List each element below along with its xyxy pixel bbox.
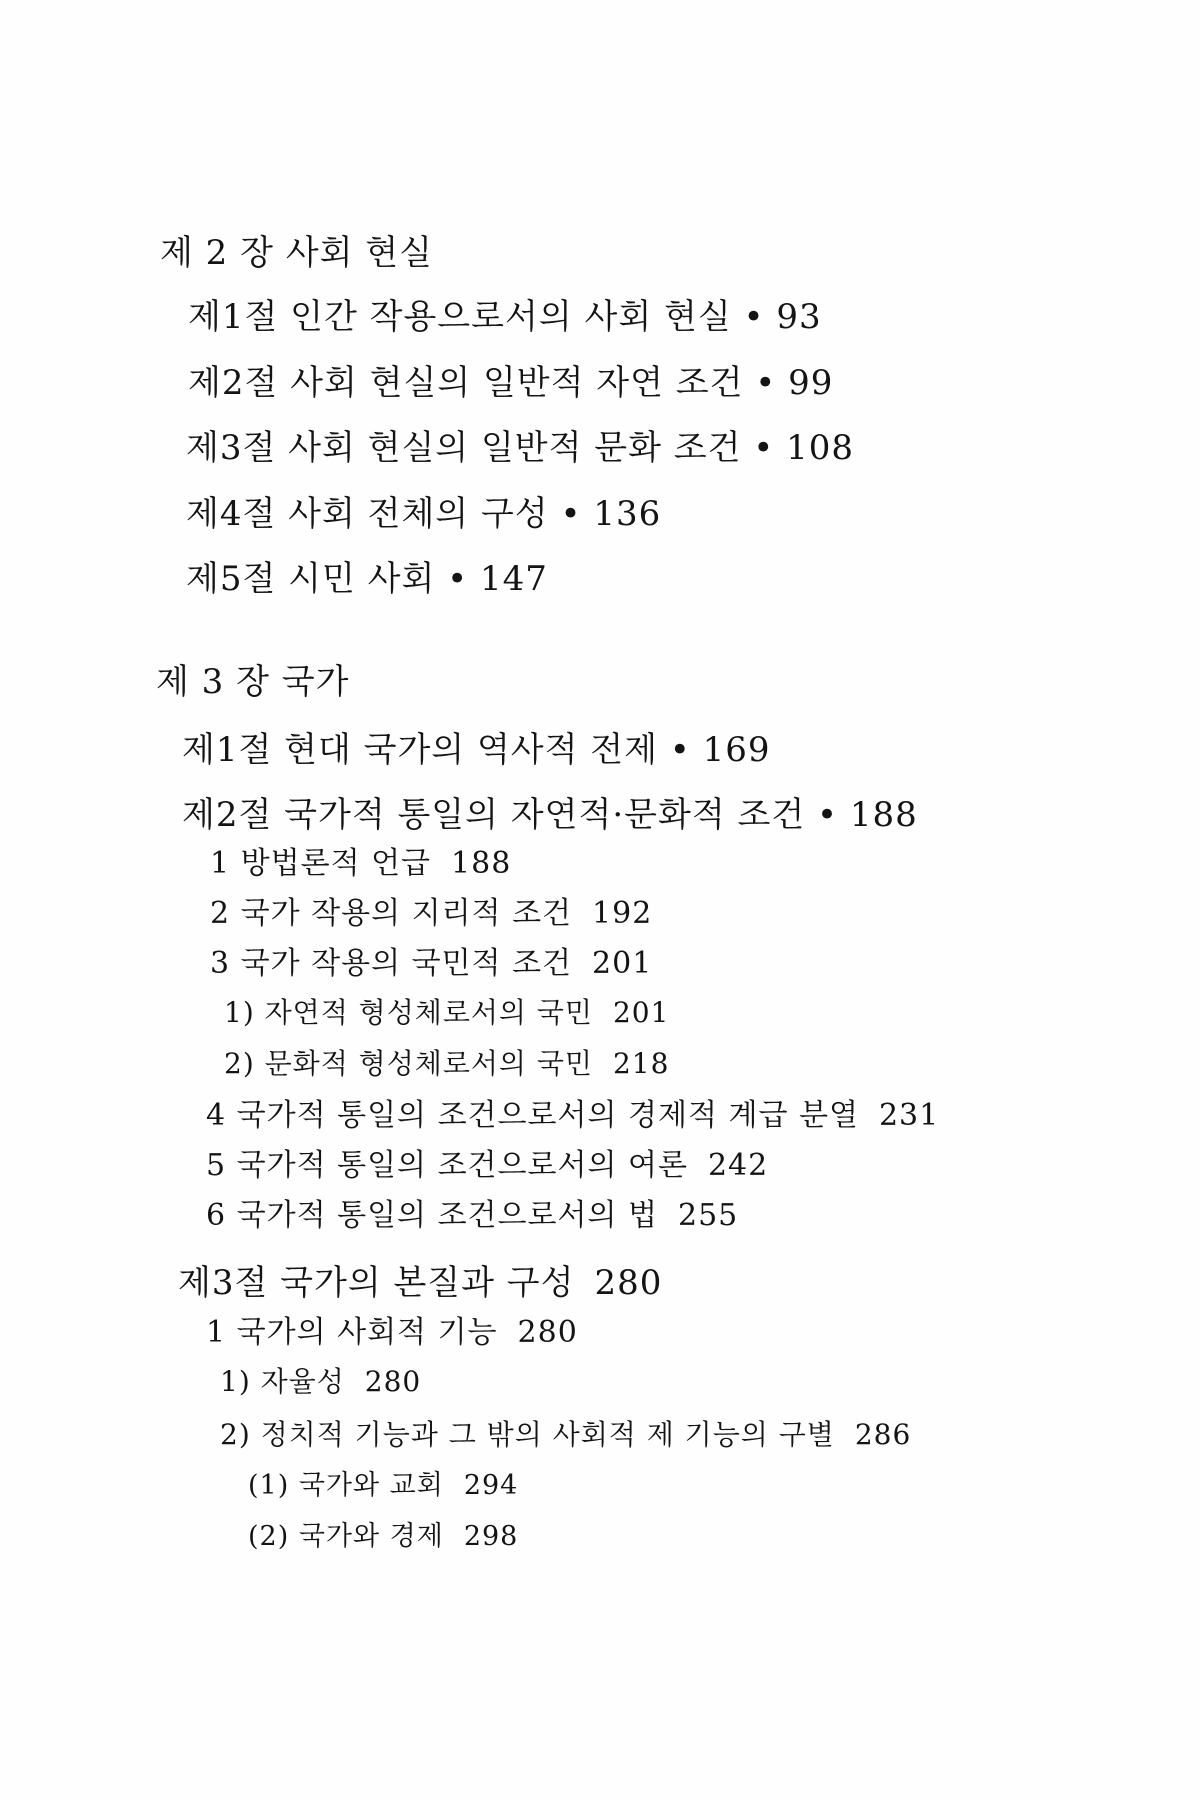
toc-entry: 제4절 사회 전체의 구성 • 136 — [186, 494, 662, 534]
toc-subentry — [224, 996, 670, 1029]
toc-page-number: 294 — [463, 1470, 519, 1501]
toc-subentry-label: 2) 정치적 기능과 그 밖의 사회적 제 기능의 구별 — [220, 1418, 835, 1451]
toc-subentry — [206, 1098, 940, 1133]
toc-subentry-label: 3 국가 작용의 국민적 조건 — [210, 946, 573, 981]
toc-page-number: 280 — [517, 1315, 578, 1350]
toc-page-number: 298 — [463, 1521, 519, 1552]
toc-subentry — [206, 1198, 739, 1233]
toc-entry: 제5절 시민 사회 • 147 — [186, 559, 548, 599]
toc-subentry-label: (2) 국가와 경제 — [248, 1521, 444, 1552]
toc-entry-label: 제3절 국가의 본질과 구성 — [178, 1263, 575, 1303]
toc-entry: 제2절 사회 현실의 일반적 자연 조건 • 99 — [188, 363, 834, 403]
toc-page-number: 218 — [612, 1047, 670, 1080]
toc-page-number: 188 — [451, 846, 512, 881]
toc-subentry — [220, 1418, 912, 1451]
toc-entry — [178, 1263, 663, 1303]
toc-subentry-label: 1) 자연적 형성체로서의 국민 — [224, 996, 593, 1029]
toc-entry: 제1절 인간 작용으로서의 사회 현실 • 93 — [188, 297, 822, 337]
toc-subentry — [248, 1523, 518, 1550]
toc-page-number: 286 — [854, 1418, 912, 1451]
toc-page-number: 201 — [592, 946, 653, 981]
toc-subentry — [210, 946, 653, 981]
toc-subentry — [206, 1315, 578, 1350]
toc-page-number: 201 — [612, 996, 670, 1029]
toc-subentry-label: 2) 문화적 형성체로서의 국민 — [224, 1047, 593, 1080]
toc-page-number: 242 — [707, 1148, 769, 1183]
toc-entry: 제3절 사회 현실의 일반적 문화 조건 • 108 — [186, 428, 855, 468]
toc-subentry — [210, 846, 512, 881]
toc-subentry-label: (1) 국가와 교회 — [248, 1470, 444, 1501]
toc-entry: 제1절 현대 국가의 역사적 전제 • 169 — [182, 730, 771, 770]
chapter-3-title: 제 3 장 국가 — [156, 662, 350, 702]
toc-subentry-label: 6 국가적 통일의 조건으로서의 법 — [206, 1198, 658, 1233]
toc-subentry-label: 5 국가적 통일의 조건으로서의 여론 — [206, 1148, 688, 1183]
chapter-2-title: 제 2 장 사회 현실 — [160, 233, 433, 273]
toc-subentry — [206, 1148, 769, 1183]
toc-page-number: 231 — [878, 1098, 940, 1133]
toc-subentry — [224, 1047, 670, 1080]
toc-subentry-label: 1 방법론적 언급 — [210, 846, 432, 881]
toc-entry: 제2절 국가적 통일의 자연적·문화적 조건 • 188 — [182, 795, 918, 835]
toc-subentry-label: 1) 자율성 — [220, 1365, 345, 1398]
toc-page-number: 255 — [677, 1198, 739, 1233]
toc-page-number: 280 — [364, 1365, 422, 1398]
toc-subentry-label: 4 국가적 통일의 조건으로서의 경제적 계급 분열 — [206, 1098, 859, 1133]
toc-subentry-label: 1 국가의 사회적 기능 — [206, 1315, 498, 1350]
toc-page-number: 192 — [592, 896, 653, 931]
toc-subentry — [220, 1365, 422, 1398]
toc-subentry — [248, 1472, 518, 1499]
toc-page-number: 280 — [594, 1263, 663, 1303]
toc-subentry-label: 2 국가 작용의 지리적 조건 — [210, 896, 573, 931]
toc-subentry — [210, 896, 653, 931]
